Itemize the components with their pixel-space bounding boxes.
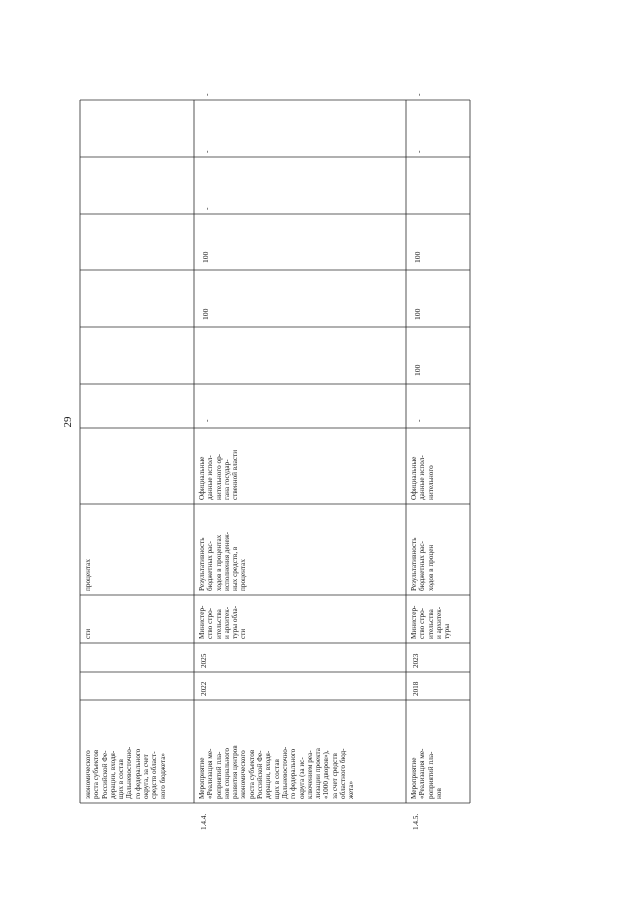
row1-name: Мероприятие «Реализация ме- роприятий пла- нов социального развития центров экономического роста субъектов Российской Фе- дерации, входя- щих в состав Дальневосточно- го федерального округа (за ис- ключением реа- лизации проекта «1000 дворов»), за счет средств областного бюд- жета» [198,745,356,799]
row1-indicator: Результативность бюджетных рас- ходов в процентах исполнения денеж- ных средств, в процентах [198,531,248,591]
row2-start-year: 2018 [412,681,420,696]
row1-value-col3: 100 [201,308,210,320]
row1-start-year: 2022 [200,681,208,696]
row2-name: Мероприятие «Реализация ме- роприятий пла- нов [410,748,443,799]
row2-value-col2: 100 [413,364,422,376]
row0-executor: сти [84,628,92,639]
row1-value-col4: 100 [201,251,210,263]
row2-number: 1.4.5. [412,813,420,830]
row2-value-col1: - [414,419,423,422]
row1-value-col5: - [202,207,211,210]
row0-name: экономического роста субъектов Российской Фе- дерации, входя- щих в состав Дальневосточно- го федерального округа, за счет средств област- ного бюджета» [84,746,167,799]
row2-source: Официальные данные испол- нительного [410,455,435,500]
row1-value-col6: - [202,150,211,153]
row2-indicator: Результативность бюджетных рас- ходов в процен [410,537,435,591]
row2-value-col4: 100 [413,251,422,263]
row1-number: 1.4.4. [200,813,208,830]
row2-value-col3: 100 [413,308,422,320]
row2-value-col6: - [414,150,423,153]
page-number: 29 [62,416,74,428]
row1-source: Официальные данные испол- нительного ор- гана государ- ственной власти [198,449,240,500]
row2-end-year: 2023 [412,653,420,668]
row0-indicator: процентах [84,559,92,591]
row1-value-col7: - [202,93,211,96]
row1-value-col1: - [202,419,211,422]
row2-executor: Министер- ство стро- ительства и архитек- туры [410,605,452,639]
row1-executor: Министер- ство стро- ительства и архитек- туры обла- сти [198,605,248,639]
row2-value-col7: - [414,93,423,96]
row1-end-year: 2025 [200,653,208,668]
